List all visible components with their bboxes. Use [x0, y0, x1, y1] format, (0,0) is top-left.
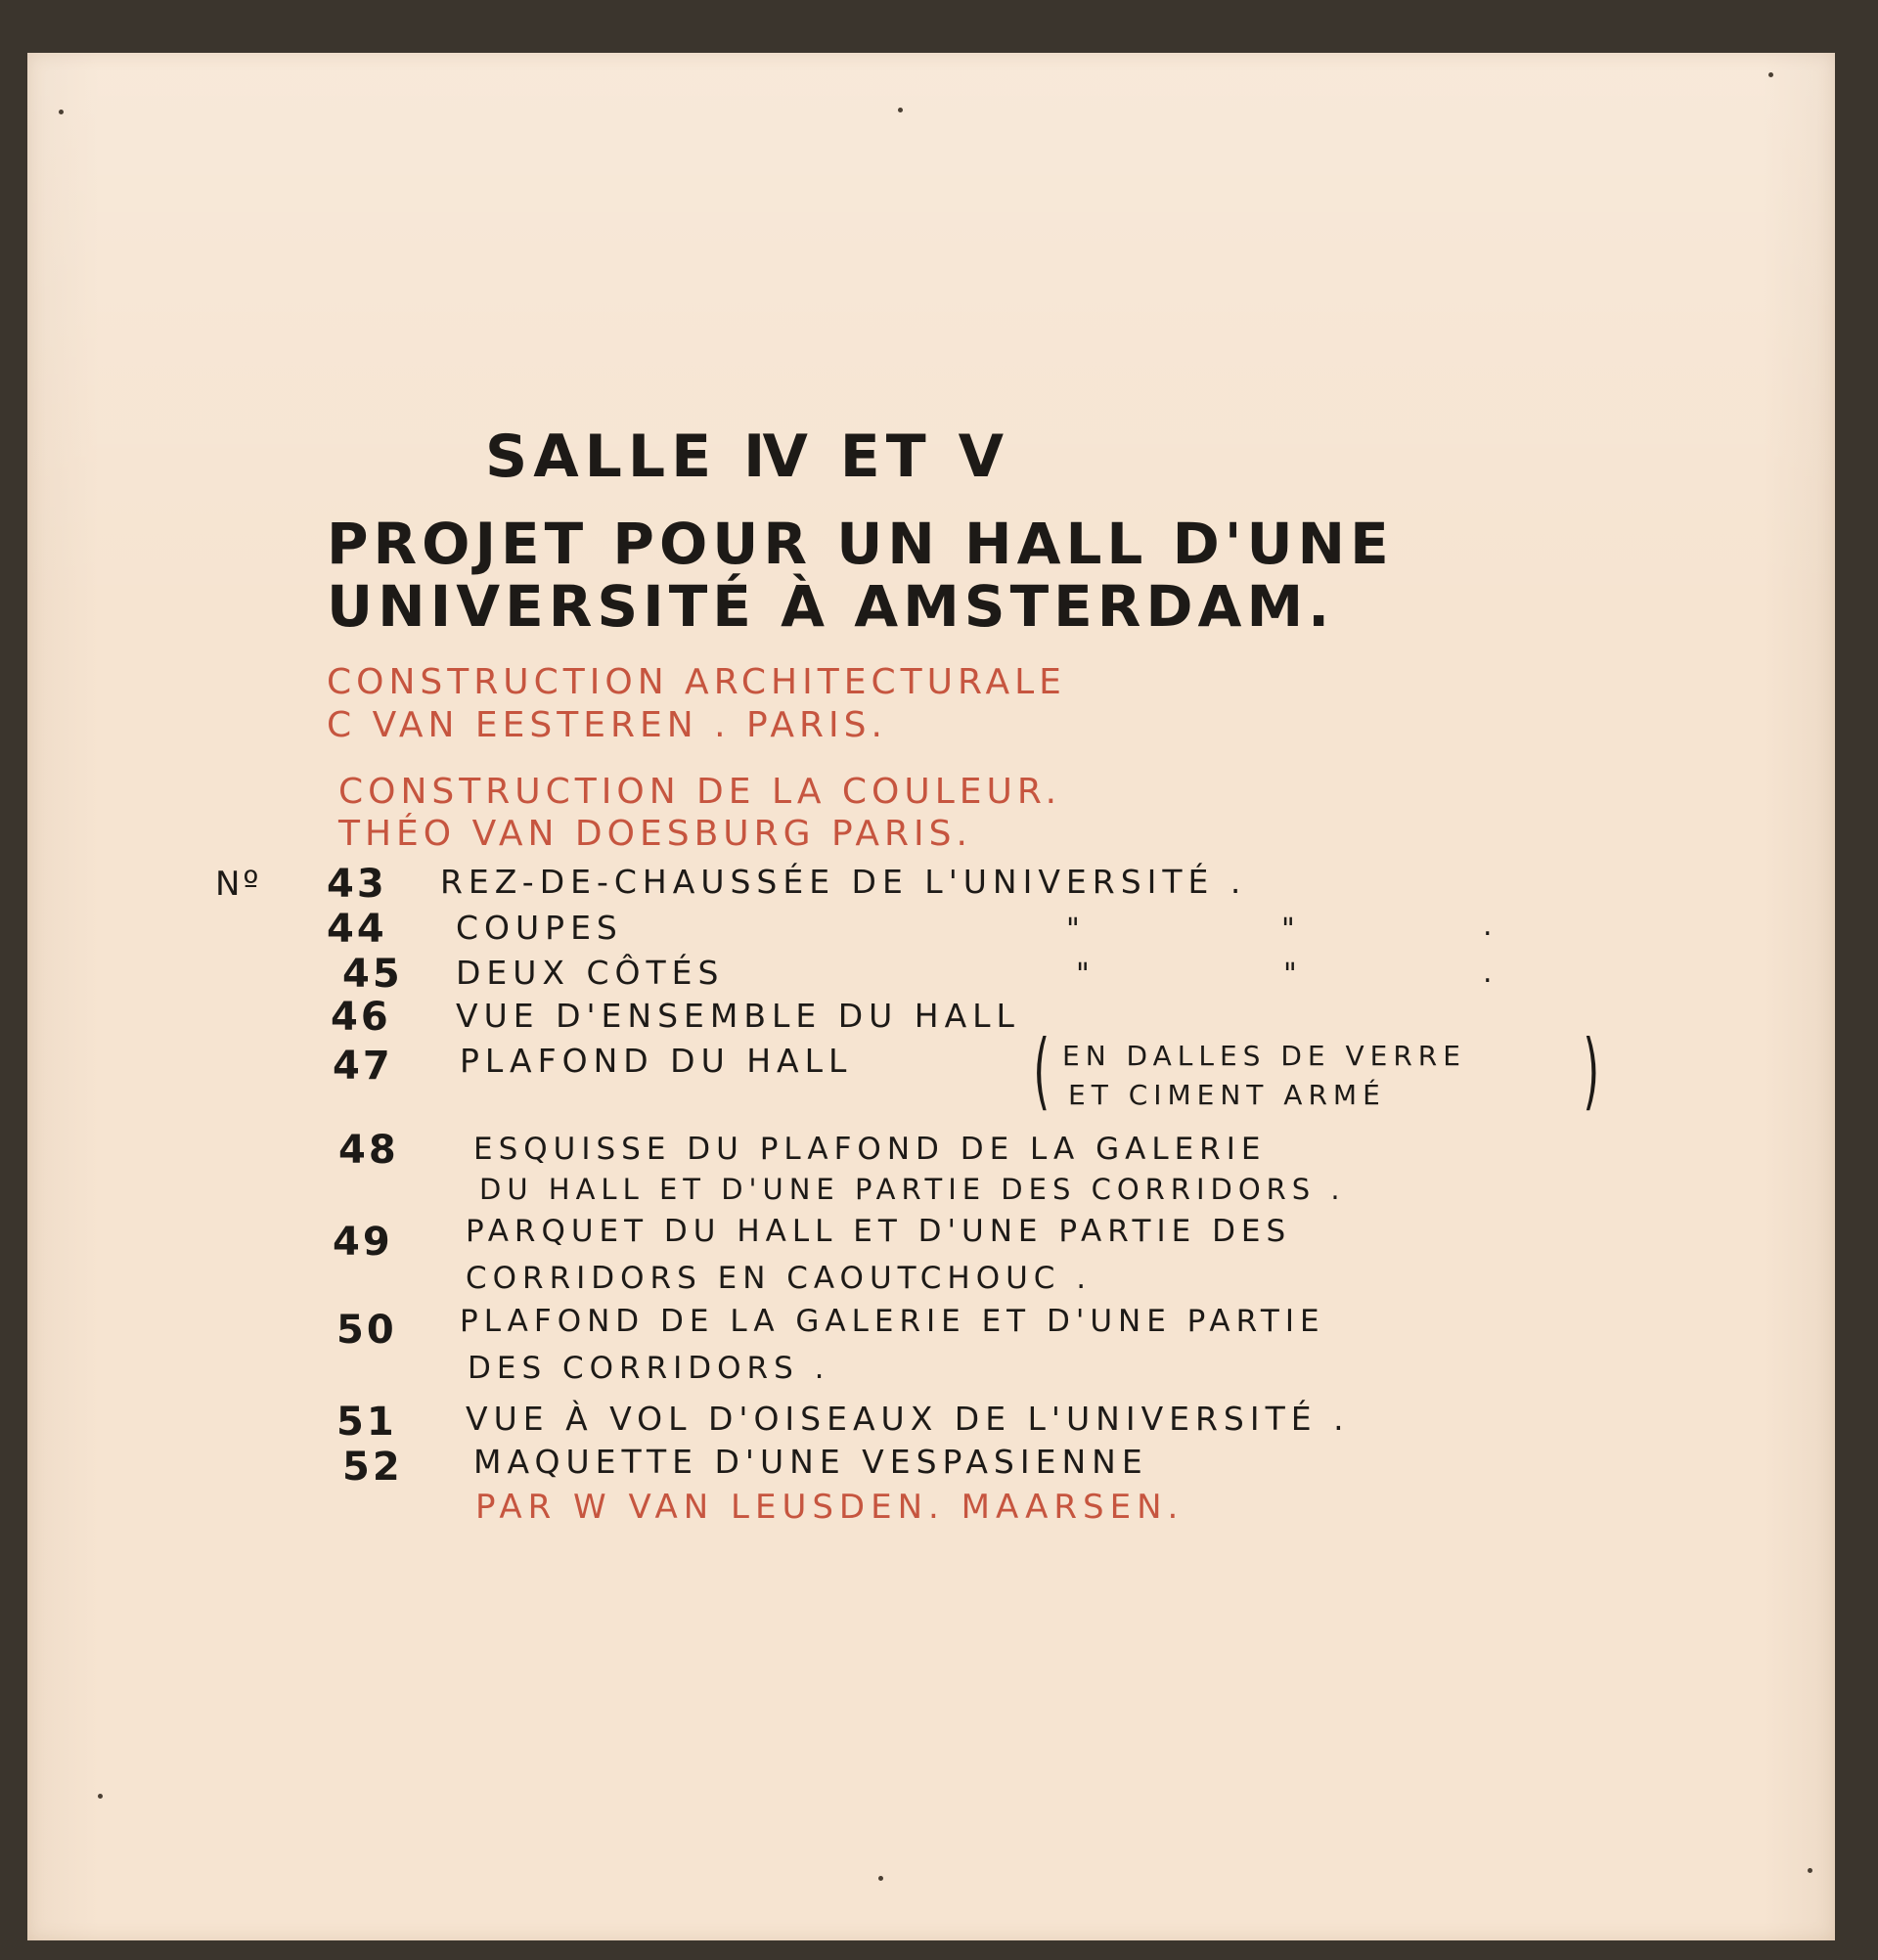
item-text-line-2: CORRIDORS EN CAOUTCHOUC .: [466, 1261, 1093, 1296]
ditto-end: .: [1483, 909, 1497, 943]
room-title: SALLE Ⅳ ET V: [485, 423, 1010, 491]
item-number: 44: [327, 907, 387, 952]
item-text: PLAFOND DE LA GALERIE ET D'UNE PARTIE: [460, 1304, 1325, 1339]
item-number: 51: [336, 1400, 397, 1445]
pin-hole-top-left: [59, 110, 64, 114]
pin-hole-top-right: [1768, 72, 1773, 77]
item-text: ESQUISSE DU PLAFOND DE LA GALERIE: [473, 1132, 1267, 1167]
ditto-mark: ": [1076, 958, 1094, 992]
item-note-line-1: EN DALLES DE VERRE: [1062, 1040, 1466, 1072]
item-number: 45: [342, 952, 403, 997]
item-number: 48: [338, 1128, 399, 1173]
item-text-line-2: PAR W VAN LEUSDEN. MAARSEN.: [475, 1488, 1185, 1527]
item-text: REZ-DE-CHAUSSÉE DE L'UNIVERSITÉ .: [440, 863, 1247, 901]
item-text: PLAFOND DU HALL: [460, 1042, 853, 1080]
item-number: 52: [342, 1445, 403, 1490]
pin-hole-bottom-left: [98, 1794, 103, 1799]
close-parenthesis: ): [1583, 1022, 1600, 1120]
color-credit-line-2: THÉO VAN DOESBURG PARIS.: [338, 814, 972, 854]
ditto-mark: ": [1066, 913, 1084, 947]
color-credit-line-1: CONSTRUCTION DE LA COULEUR.: [338, 772, 1062, 812]
item-number: 43: [327, 862, 387, 907]
item-text-line-2: DES CORRIDORS .: [468, 1351, 830, 1386]
project-title-line-1: PROJET POUR UN HALL D'UNE: [327, 511, 1394, 577]
pin-hole-top-center: [898, 108, 903, 112]
pin-hole-bottom-right: [1808, 1868, 1812, 1873]
item-number: 49: [333, 1220, 393, 1265]
architecture-credit-line-1: CONSTRUCTION ARCHITECTURALE: [327, 662, 1066, 702]
item-note-line-2: ET CIMENT ARMÉ: [1068, 1079, 1386, 1111]
ditto-mark: ": [1283, 958, 1301, 992]
item-text: COUPES: [456, 909, 623, 947]
item-text: PARQUET DU HALL ET D'UNE PARTIE DES: [466, 1214, 1292, 1249]
item-number: 47: [333, 1044, 393, 1089]
ditto-mark: ": [1281, 913, 1299, 947]
architecture-credit-line-2: C VAN EESTEREN . PARIS.: [327, 705, 887, 745]
item-number: 46: [331, 995, 391, 1040]
item-text: VUE À VOL D'OISEAUX DE L'UNIVERSITÉ .: [466, 1400, 1350, 1438]
item-text-line-2: DU HALL ET D'UNE PARTIE DES CORRIDORS .: [479, 1173, 1346, 1206]
item-text: VUE D'ENSEMBLE DU HALL: [456, 997, 1020, 1035]
pin-hole-bottom-center: [878, 1876, 883, 1881]
project-title-line-2: UNIVERSITÉ À AMSTERDAM.: [327, 573, 1335, 640]
number-label: Nº: [215, 865, 262, 904]
item-text: DEUX CÔTÉS: [456, 954, 725, 992]
item-number: 50: [336, 1308, 397, 1353]
item-text: MAQUETTE D'UNE VESPASIENNE: [473, 1443, 1148, 1481]
open-parenthesis: (: [1033, 1022, 1051, 1120]
ditto-end: .: [1483, 956, 1497, 990]
